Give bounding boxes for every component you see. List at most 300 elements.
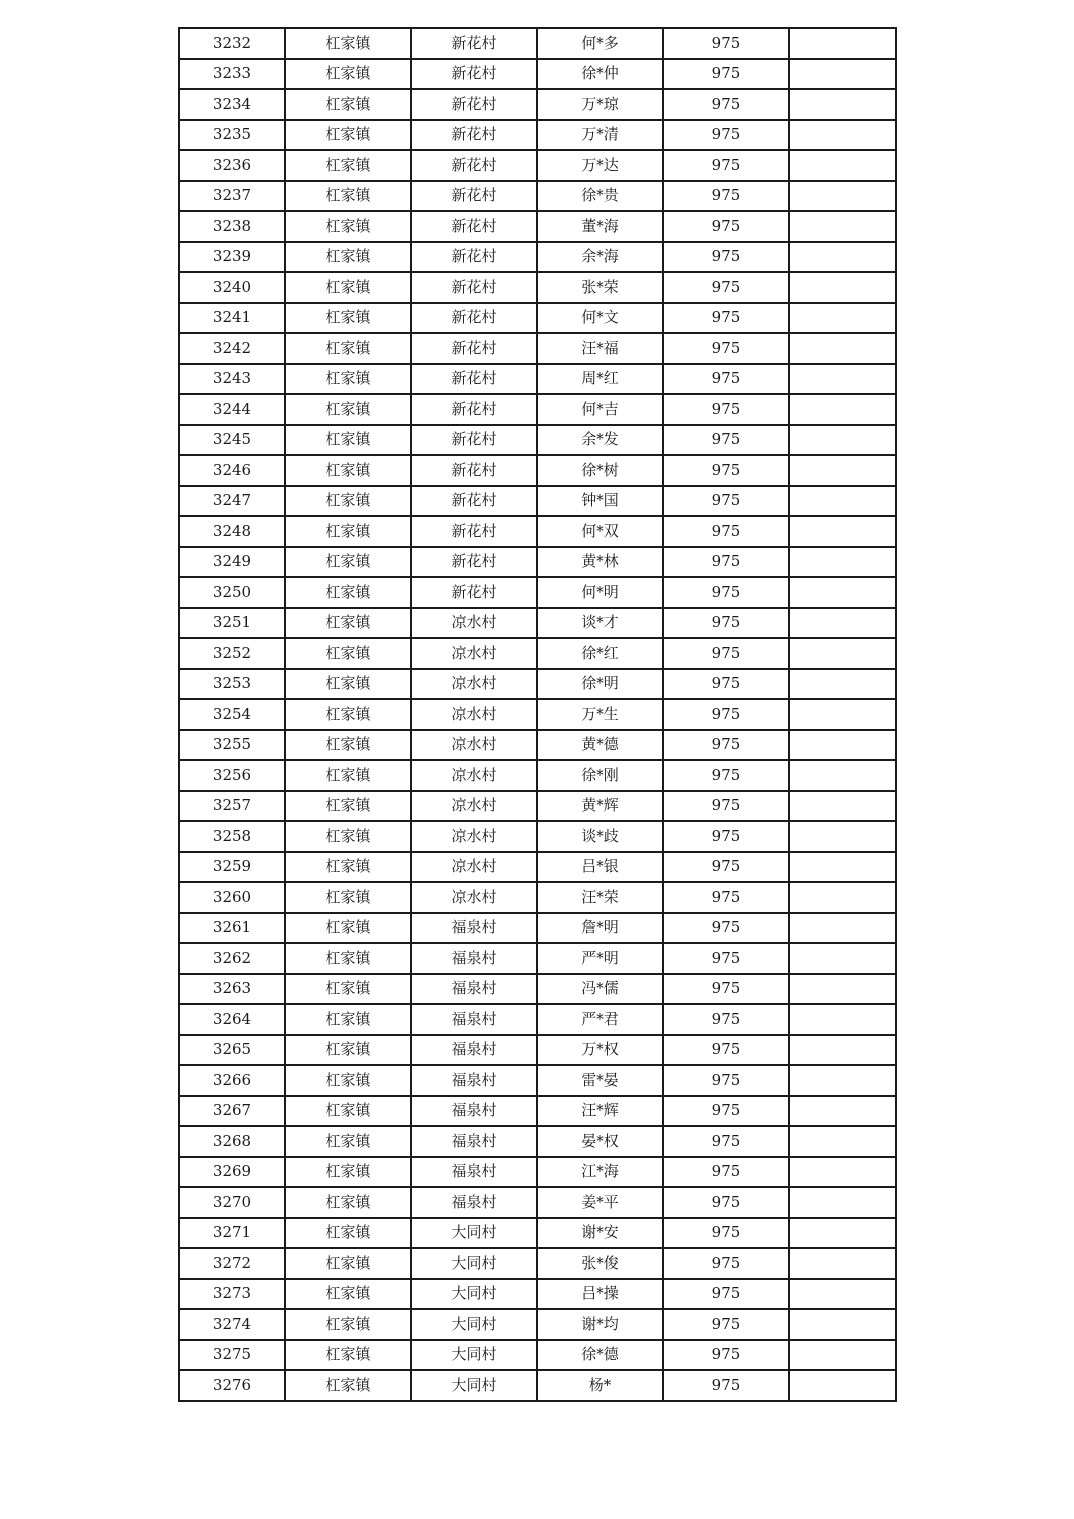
- cell-town: 杠家镇: [285, 1370, 411, 1401]
- cell-seq: 3272: [179, 1248, 285, 1279]
- cell-amount: 975: [663, 821, 789, 852]
- cell-remark: [789, 1248, 896, 1279]
- cell-name: 万*权: [537, 1035, 663, 1066]
- cell-village: 新花村: [411, 333, 537, 364]
- cell-amount: 975: [663, 1035, 789, 1066]
- cell-town: 杠家镇: [285, 394, 411, 425]
- cell-village: 新花村: [411, 211, 537, 242]
- cell-seq: 3256: [179, 760, 285, 791]
- cell-name: 徐*德: [537, 1340, 663, 1371]
- cell-name: 严*君: [537, 1004, 663, 1035]
- cell-seq: 3266: [179, 1065, 285, 1096]
- cell-village: 新花村: [411, 577, 537, 608]
- cell-town: 杠家镇: [285, 974, 411, 1005]
- table-row: [179, 669, 896, 700]
- cell-amount: 975: [663, 1096, 789, 1127]
- cell-village: 凉水村: [411, 760, 537, 791]
- cell-name: 周*红: [537, 364, 663, 395]
- cell-remark: [789, 791, 896, 822]
- cell-town: 杠家镇: [285, 89, 411, 120]
- cell-seq: 3264: [179, 1004, 285, 1035]
- table-row: [179, 394, 896, 425]
- cell-name: 张*荣: [537, 272, 663, 303]
- cell-amount: 975: [663, 1187, 789, 1218]
- cell-town: 杠家镇: [285, 242, 411, 273]
- cell-seq: 3235: [179, 120, 285, 151]
- cell-village: 凉水村: [411, 821, 537, 852]
- cell-seq: 3247: [179, 486, 285, 517]
- cell-amount: 975: [663, 272, 789, 303]
- table-row: [179, 516, 896, 547]
- cell-name: 冯*儒: [537, 974, 663, 1005]
- cell-seq: 3274: [179, 1309, 285, 1340]
- table-row: [179, 272, 896, 303]
- cell-amount: 975: [663, 577, 789, 608]
- cell-seq: 3261: [179, 913, 285, 944]
- cell-remark: [789, 364, 896, 395]
- table-row: [179, 59, 896, 90]
- cell-remark: [789, 120, 896, 151]
- cell-seq: 3276: [179, 1370, 285, 1401]
- table-row: [179, 1340, 896, 1371]
- cell-amount: 975: [663, 303, 789, 334]
- table-row: [179, 1218, 896, 1249]
- table-row: [179, 181, 896, 212]
- cell-amount: 975: [663, 1218, 789, 1249]
- cell-amount: 975: [663, 516, 789, 547]
- cell-town: 杠家镇: [285, 364, 411, 395]
- cell-amount: 975: [663, 791, 789, 822]
- cell-village: 大同村: [411, 1248, 537, 1279]
- cell-amount: 975: [663, 1370, 789, 1401]
- cell-village: 凉水村: [411, 638, 537, 669]
- cell-amount: 975: [663, 608, 789, 639]
- cell-village: 福泉村: [411, 943, 537, 974]
- cell-town: 杠家镇: [285, 120, 411, 151]
- cell-name: 黄*辉: [537, 791, 663, 822]
- cell-amount: 975: [663, 699, 789, 730]
- cell-amount: 975: [663, 852, 789, 883]
- cell-name: 何*明: [537, 577, 663, 608]
- cell-seq: 3269: [179, 1157, 285, 1188]
- table-row: [179, 852, 896, 883]
- cell-town: 杠家镇: [285, 577, 411, 608]
- cell-amount: 975: [663, 974, 789, 1005]
- cell-name: 谢*均: [537, 1309, 663, 1340]
- table-row: [179, 150, 896, 181]
- cell-village: 新花村: [411, 242, 537, 273]
- table-row: [179, 1248, 896, 1279]
- cell-town: 杠家镇: [285, 28, 411, 59]
- cell-amount: 975: [663, 638, 789, 669]
- cell-village: 凉水村: [411, 882, 537, 913]
- cell-amount: 975: [663, 1004, 789, 1035]
- cell-amount: 975: [663, 364, 789, 395]
- cell-town: 杠家镇: [285, 638, 411, 669]
- cell-remark: [789, 852, 896, 883]
- cell-name: 张*俊: [537, 1248, 663, 1279]
- cell-name: 吕*操: [537, 1279, 663, 1310]
- cell-name: 黄*林: [537, 547, 663, 578]
- cell-amount: 975: [663, 486, 789, 517]
- cell-town: 杠家镇: [285, 1187, 411, 1218]
- cell-seq: 3246: [179, 455, 285, 486]
- table-row: [179, 547, 896, 578]
- cell-name: 钟*国: [537, 486, 663, 517]
- cell-remark: [789, 425, 896, 456]
- cell-seq: 3232: [179, 28, 285, 59]
- cell-seq: 3233: [179, 59, 285, 90]
- cell-amount: 975: [663, 943, 789, 974]
- table-row: [179, 1126, 896, 1157]
- cell-town: 杠家镇: [285, 1309, 411, 1340]
- table-row: [179, 974, 896, 1005]
- cell-name: 何*多: [537, 28, 663, 59]
- cell-village: 凉水村: [411, 669, 537, 700]
- cell-village: 大同村: [411, 1218, 537, 1249]
- cell-remark: [789, 1065, 896, 1096]
- table-row: [179, 791, 896, 822]
- table-row: [179, 608, 896, 639]
- cell-remark: [789, 89, 896, 120]
- cell-amount: 975: [663, 28, 789, 59]
- cell-village: 凉水村: [411, 791, 537, 822]
- cell-town: 杠家镇: [285, 455, 411, 486]
- cell-remark: [789, 913, 896, 944]
- cell-remark: [789, 272, 896, 303]
- cell-seq: 3263: [179, 974, 285, 1005]
- cell-town: 杠家镇: [285, 791, 411, 822]
- cell-amount: 975: [663, 547, 789, 578]
- cell-town: 杠家镇: [285, 516, 411, 547]
- cell-remark: [789, 1279, 896, 1310]
- cell-name: 黄*德: [537, 730, 663, 761]
- cell-remark: [789, 669, 896, 700]
- cell-remark: [789, 943, 896, 974]
- cell-village: 新花村: [411, 516, 537, 547]
- cell-name: 余*发: [537, 425, 663, 456]
- cell-town: 杠家镇: [285, 699, 411, 730]
- cell-name: 严*明: [537, 943, 663, 974]
- cell-seq: 3249: [179, 547, 285, 578]
- cell-village: 新花村: [411, 150, 537, 181]
- cell-town: 杠家镇: [285, 913, 411, 944]
- cell-remark: [789, 455, 896, 486]
- cell-village: 新花村: [411, 120, 537, 151]
- cell-remark: [789, 59, 896, 90]
- cell-name: 晏*权: [537, 1126, 663, 1157]
- cell-seq: 3236: [179, 150, 285, 181]
- table-body: [179, 28, 896, 1401]
- table-row: [179, 242, 896, 273]
- cell-name: 詹*明: [537, 913, 663, 944]
- cell-name: 谈*才: [537, 608, 663, 639]
- cell-village: 新花村: [411, 303, 537, 334]
- cell-amount: 975: [663, 1340, 789, 1371]
- cell-village: 新花村: [411, 394, 537, 425]
- cell-remark: [789, 150, 896, 181]
- cell-village: 新花村: [411, 59, 537, 90]
- table-row: [179, 425, 896, 456]
- cell-amount: 975: [663, 211, 789, 242]
- table-row: [179, 760, 896, 791]
- cell-town: 杠家镇: [285, 608, 411, 639]
- table-row: [179, 1065, 896, 1096]
- cell-town: 杠家镇: [285, 1126, 411, 1157]
- cell-name: 徐*刚: [537, 760, 663, 791]
- cell-amount: 975: [663, 669, 789, 700]
- table-row: [179, 1370, 896, 1401]
- cell-town: 杠家镇: [285, 150, 411, 181]
- cell-amount: 975: [663, 120, 789, 151]
- cell-town: 杠家镇: [285, 821, 411, 852]
- cell-village: 凉水村: [411, 852, 537, 883]
- cell-name: 何*吉: [537, 394, 663, 425]
- cell-remark: [789, 1309, 896, 1340]
- cell-remark: [789, 608, 896, 639]
- cell-remark: [789, 28, 896, 59]
- table-row: [179, 89, 896, 120]
- cell-remark: [789, 547, 896, 578]
- table-row: [179, 486, 896, 517]
- cell-seq: 3242: [179, 333, 285, 364]
- cell-name: 徐*明: [537, 669, 663, 700]
- cell-name: 万*达: [537, 150, 663, 181]
- cell-remark: [789, 333, 896, 364]
- cell-village: 新花村: [411, 89, 537, 120]
- cell-village: 福泉村: [411, 1126, 537, 1157]
- cell-seq: 3270: [179, 1187, 285, 1218]
- cell-amount: 975: [663, 760, 789, 791]
- cell-remark: [789, 730, 896, 761]
- cell-seq: 3275: [179, 1340, 285, 1371]
- cell-name: 汪*福: [537, 333, 663, 364]
- cell-remark: [789, 516, 896, 547]
- cell-village: 新花村: [411, 486, 537, 517]
- cell-seq: 3244: [179, 394, 285, 425]
- cell-seq: 3273: [179, 1279, 285, 1310]
- table-row: [179, 577, 896, 608]
- cell-amount: 975: [663, 181, 789, 212]
- cell-amount: 975: [663, 333, 789, 364]
- cell-name: 徐*贵: [537, 181, 663, 212]
- cell-name: 姜*平: [537, 1187, 663, 1218]
- cell-village: 福泉村: [411, 1096, 537, 1127]
- table-row: [179, 1187, 896, 1218]
- cell-amount: 975: [663, 425, 789, 456]
- cell-village: 凉水村: [411, 730, 537, 761]
- cell-remark: [789, 1218, 896, 1249]
- cell-remark: [789, 577, 896, 608]
- cell-amount: 975: [663, 394, 789, 425]
- cell-seq: 3238: [179, 211, 285, 242]
- cell-remark: [789, 486, 896, 517]
- cell-name: 万*琼: [537, 89, 663, 120]
- cell-seq: 3259: [179, 852, 285, 883]
- cell-amount: 975: [663, 1065, 789, 1096]
- subsidy-roster-table: [178, 27, 897, 1402]
- cell-town: 杠家镇: [285, 181, 411, 212]
- cell-seq: 3245: [179, 425, 285, 456]
- table-row: [179, 28, 896, 59]
- cell-remark: [789, 1096, 896, 1127]
- cell-name: 吕*银: [537, 852, 663, 883]
- cell-seq: 3251: [179, 608, 285, 639]
- table-row: [179, 821, 896, 852]
- cell-name: 董*海: [537, 211, 663, 242]
- cell-seq: 3255: [179, 730, 285, 761]
- cell-seq: 3265: [179, 1035, 285, 1066]
- cell-amount: 975: [663, 1309, 789, 1340]
- cell-seq: 3241: [179, 303, 285, 334]
- cell-seq: 3252: [179, 638, 285, 669]
- cell-seq: 3248: [179, 516, 285, 547]
- cell-seq: 3268: [179, 1126, 285, 1157]
- table-row: [179, 120, 896, 151]
- cell-town: 杠家镇: [285, 669, 411, 700]
- cell-remark: [789, 974, 896, 1005]
- cell-remark: [789, 1035, 896, 1066]
- cell-amount: 975: [663, 242, 789, 273]
- table-row: [179, 882, 896, 913]
- cell-village: 大同村: [411, 1370, 537, 1401]
- cell-village: 新花村: [411, 425, 537, 456]
- cell-remark: [789, 1187, 896, 1218]
- table-row: [179, 211, 896, 242]
- cell-remark: [789, 638, 896, 669]
- cell-village: 新花村: [411, 181, 537, 212]
- cell-town: 杠家镇: [285, 1096, 411, 1127]
- cell-remark: [789, 821, 896, 852]
- cell-village: 新花村: [411, 28, 537, 59]
- cell-seq: 3267: [179, 1096, 285, 1127]
- cell-village: 福泉村: [411, 913, 537, 944]
- cell-town: 杠家镇: [285, 333, 411, 364]
- cell-town: 杠家镇: [285, 486, 411, 517]
- table-row: [179, 1096, 896, 1127]
- cell-town: 杠家镇: [285, 730, 411, 761]
- cell-seq: 3240: [179, 272, 285, 303]
- cell-village: 凉水村: [411, 608, 537, 639]
- cell-name: 徐*仲: [537, 59, 663, 90]
- table-row: [179, 638, 896, 669]
- cell-village: 新花村: [411, 364, 537, 395]
- cell-seq: 3237: [179, 181, 285, 212]
- table-row: [179, 1279, 896, 1310]
- table-row: [179, 1004, 896, 1035]
- table-row: [179, 699, 896, 730]
- cell-name: 何*文: [537, 303, 663, 334]
- table-row: [179, 1035, 896, 1066]
- cell-remark: [789, 394, 896, 425]
- cell-seq: 3239: [179, 242, 285, 273]
- cell-village: 福泉村: [411, 1157, 537, 1188]
- cell-village: 福泉村: [411, 974, 537, 1005]
- cell-town: 杠家镇: [285, 425, 411, 456]
- cell-seq: 3234: [179, 89, 285, 120]
- cell-seq: 3250: [179, 577, 285, 608]
- table-row: [179, 333, 896, 364]
- table-row: [179, 913, 896, 944]
- cell-town: 杠家镇: [285, 1157, 411, 1188]
- cell-town: 杠家镇: [285, 1279, 411, 1310]
- cell-name: 谈*歧: [537, 821, 663, 852]
- cell-town: 杠家镇: [285, 1218, 411, 1249]
- cell-village: 大同村: [411, 1340, 537, 1371]
- table-row: [179, 730, 896, 761]
- cell-town: 杠家镇: [285, 547, 411, 578]
- cell-town: 杠家镇: [285, 943, 411, 974]
- cell-village: 新花村: [411, 547, 537, 578]
- cell-seq: 3262: [179, 943, 285, 974]
- cell-remark: [789, 1157, 896, 1188]
- cell-town: 杠家镇: [285, 1248, 411, 1279]
- cell-town: 杠家镇: [285, 882, 411, 913]
- cell-name: 江*海: [537, 1157, 663, 1188]
- cell-village: 凉水村: [411, 699, 537, 730]
- cell-town: 杠家镇: [285, 1004, 411, 1035]
- cell-amount: 975: [663, 59, 789, 90]
- cell-name: 余*海: [537, 242, 663, 273]
- cell-town: 杠家镇: [285, 760, 411, 791]
- cell-seq: 3271: [179, 1218, 285, 1249]
- cell-amount: 975: [663, 913, 789, 944]
- cell-village: 福泉村: [411, 1004, 537, 1035]
- cell-amount: 975: [663, 882, 789, 913]
- cell-town: 杠家镇: [285, 211, 411, 242]
- cell-amount: 975: [663, 89, 789, 120]
- cell-remark: [789, 1004, 896, 1035]
- cell-village: 新花村: [411, 272, 537, 303]
- cell-remark: [789, 181, 896, 212]
- cell-village: 大同村: [411, 1279, 537, 1310]
- cell-remark: [789, 699, 896, 730]
- table-row: [179, 943, 896, 974]
- cell-name: 谢*安: [537, 1218, 663, 1249]
- cell-amount: 975: [663, 455, 789, 486]
- cell-seq: 3243: [179, 364, 285, 395]
- cell-town: 杠家镇: [285, 1065, 411, 1096]
- cell-seq: 3260: [179, 882, 285, 913]
- cell-remark: [789, 1370, 896, 1401]
- cell-amount: 975: [663, 730, 789, 761]
- cell-name: 徐*树: [537, 455, 663, 486]
- cell-name: 万*生: [537, 699, 663, 730]
- cell-amount: 975: [663, 1126, 789, 1157]
- cell-remark: [789, 760, 896, 791]
- cell-name: 万*清: [537, 120, 663, 151]
- cell-town: 杠家镇: [285, 272, 411, 303]
- cell-seq: 3254: [179, 699, 285, 730]
- cell-remark: [789, 242, 896, 273]
- cell-remark: [789, 211, 896, 242]
- cell-remark: [789, 303, 896, 334]
- cell-village: 福泉村: [411, 1187, 537, 1218]
- cell-village: 福泉村: [411, 1065, 537, 1096]
- cell-remark: [789, 1126, 896, 1157]
- cell-town: 杠家镇: [285, 1340, 411, 1371]
- cell-name: 徐*红: [537, 638, 663, 669]
- table-row: [179, 1309, 896, 1340]
- table-row: [179, 364, 896, 395]
- cell-name: 汪*荣: [537, 882, 663, 913]
- cell-name: 杨*: [537, 1370, 663, 1401]
- cell-village: 福泉村: [411, 1035, 537, 1066]
- cell-village: 新花村: [411, 455, 537, 486]
- cell-seq: 3257: [179, 791, 285, 822]
- table-row: [179, 1157, 896, 1188]
- cell-village: 大同村: [411, 1309, 537, 1340]
